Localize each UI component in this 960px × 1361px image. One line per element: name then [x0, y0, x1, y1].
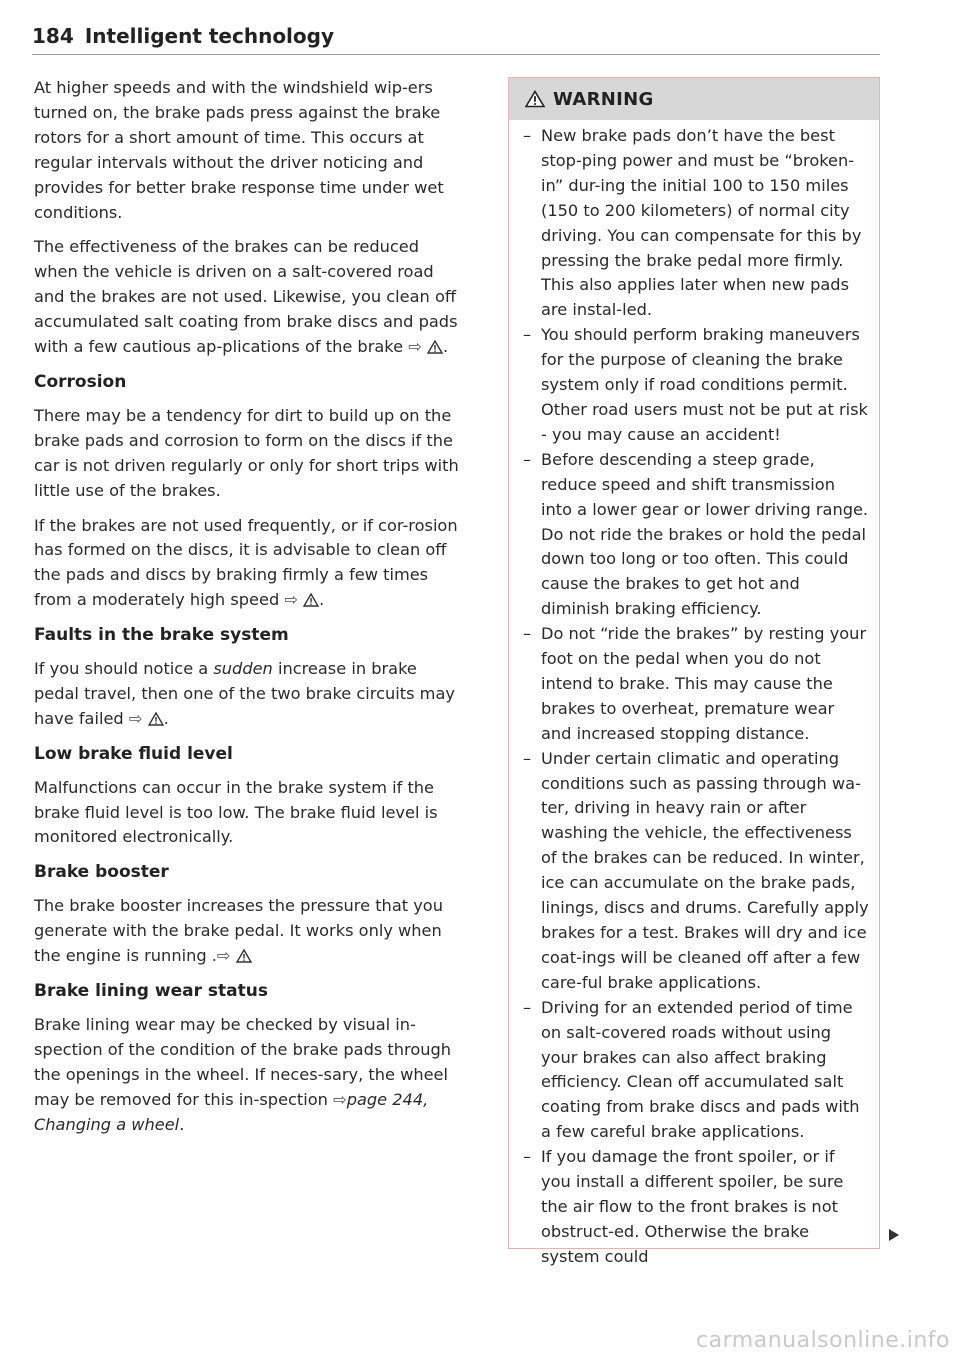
paragraph: The brake booster increases the pressure that you generate with the brake pedal. It works only when the engine is running .⇨ — [34, 896, 443, 966]
list-item: – Under certain climatic and operating conditions such as passing through wa-ter, driving in heavy rain or after washing the vehicle, the effectiveness of the brakes can be reduced. In winter, ice can accumulate on the brake pads, linings, discs and drums. Carefully apply brakes for a test. Brakes will dry and ice coat-ings will be cleaned off after a few care-ful brake applications. — [523, 747, 869, 996]
reference-arrow-icon[interactable]: ⇨ — [284, 590, 298, 610]
warning-triangle-icon[interactable] — [148, 712, 164, 726]
heading-corrosion: Corrosion — [34, 371, 127, 392]
warning-triangle-icon — [525, 90, 545, 108]
paragraph: The effectiveness of the brakes can be reduced when the vehicle is driven on a salt-covered road and the brakes are not used. Likewise, you clean off accumulated salt coating from brake discs and pads with a few cautious ap-plications of the brake ⇨ . — [34, 237, 458, 357]
paragraph: At higher speeds and with the windshield wip-ers turned on, the brake pads press against the brake rotors for a short amount of time. This occurs at regular intervals without the driver noticing and provides for better brake response time under wet conditions. — [34, 78, 444, 222]
warning-triangle-icon[interactable] — [303, 593, 319, 607]
list-item: – New brake pads don’t have the best stop-ping power and must be “broken-in” dur-ing the initial 100 to 150 miles (150 to 200 kilometers) of normal city driving. You can compensate for this by pressing the brake pedal more firmly. This also applies later when new pads are instal-led. — [523, 124, 869, 323]
list-item: – Driving for an extended period of time on salt-covered roads without using your brakes can also affect braking efficiency. Clean off accumulated salt coating from brake discs and pads with a few careful brake applications. — [523, 996, 869, 1145]
paragraph: Malfunctions can occur in the brake system if the brake fluid level is too low. The brake fluid level is monitored electronically. — [34, 777, 438, 847]
warning-list — [523, 124, 869, 1270]
list-item: – Do not “ride the brakes” by resting your foot on the pedal when you do not intend to brake. This may cause the brakes to overheat, premature wear and increased stopping distance. — [523, 622, 869, 747]
paragraph: Brake lining wear may be checked by visual in-spection of the condition of the brake pads through the openings in the wheel. If neces-sary, the wheel may be removed for this in-spection ⇨page 244, Changing a wheel. — [34, 1014, 452, 1134]
reference-arrow-icon[interactable]: ⇨ — [216, 946, 231, 966]
list-item: – Before descending a steep grade, reduce speed and shift transmission into a lower gear or lower driving range. Do not ride the brakes or hold the pedal down too long or too often. This could cause the brakes to get hot and diminish braking efficiency. — [523, 448, 869, 622]
paragraph: If you should notice a sudden increase in brake pedal travel, then one of the two brake circuits may have failed ⇨ . — [34, 659, 455, 728]
warning-header — [509, 78, 879, 120]
paragraph: If the brakes are not used frequently, or if cor-rosion has formed on the discs, it is advisable to clean off the pads and discs by braking firmly a few times from a moderately high speed ⇨ . — [34, 515, 458, 610]
header-rule — [32, 54, 880, 55]
heading-lining-wear: Brake lining wear status — [34, 981, 268, 1001]
reference-arrow-icon[interactable]: ⇨ — [128, 708, 143, 728]
page-reference-link[interactable]: page 244, Changing a wheel — [34, 1089, 429, 1134]
reference-arrow-icon[interactable]: ⇨ — [408, 337, 422, 357]
warning-body — [509, 120, 879, 1270]
left-column — [34, 76, 466, 1147]
heading-brake-booster: Brake booster — [34, 862, 169, 883]
paragraph: There may be a tendency for dirt to build up on the brake pads and corrosion to form on the discs if the car is not driven regularly or only for short trips with little use of the brakes. — [34, 405, 459, 500]
continue-arrow-icon[interactable] — [887, 1228, 901, 1242]
page-number: 184 — [32, 24, 74, 48]
warning-title: WARNING — [553, 88, 654, 110]
heading-low-fluid: Low brake fluid level — [34, 743, 233, 764]
list-item: – If you damage the front spoiler, or if you install a different spoiler, be sure the air flow to the front brakes is not obstruct-ed. Otherwise the brake system could — [523, 1145, 869, 1270]
watermark: carmanualsonline.info — [696, 1328, 950, 1353]
warning-triangle-icon[interactable] — [236, 949, 252, 963]
warning-box — [508, 77, 880, 1266]
heading-faults: Faults in the brake system — [34, 625, 289, 646]
page-header — [32, 24, 882, 48]
list-item: – You should perform braking maneuvers for the purpose of cleaning the brake system only if road conditions permit. Other road users must not be put at risk - you may cause an accident! — [523, 323, 869, 448]
warning-triangle-icon[interactable] — [427, 340, 443, 354]
reference-arrow-icon[interactable]: ⇨ — [333, 1089, 347, 1109]
section-title: Intelligent technology — [84, 24, 335, 48]
